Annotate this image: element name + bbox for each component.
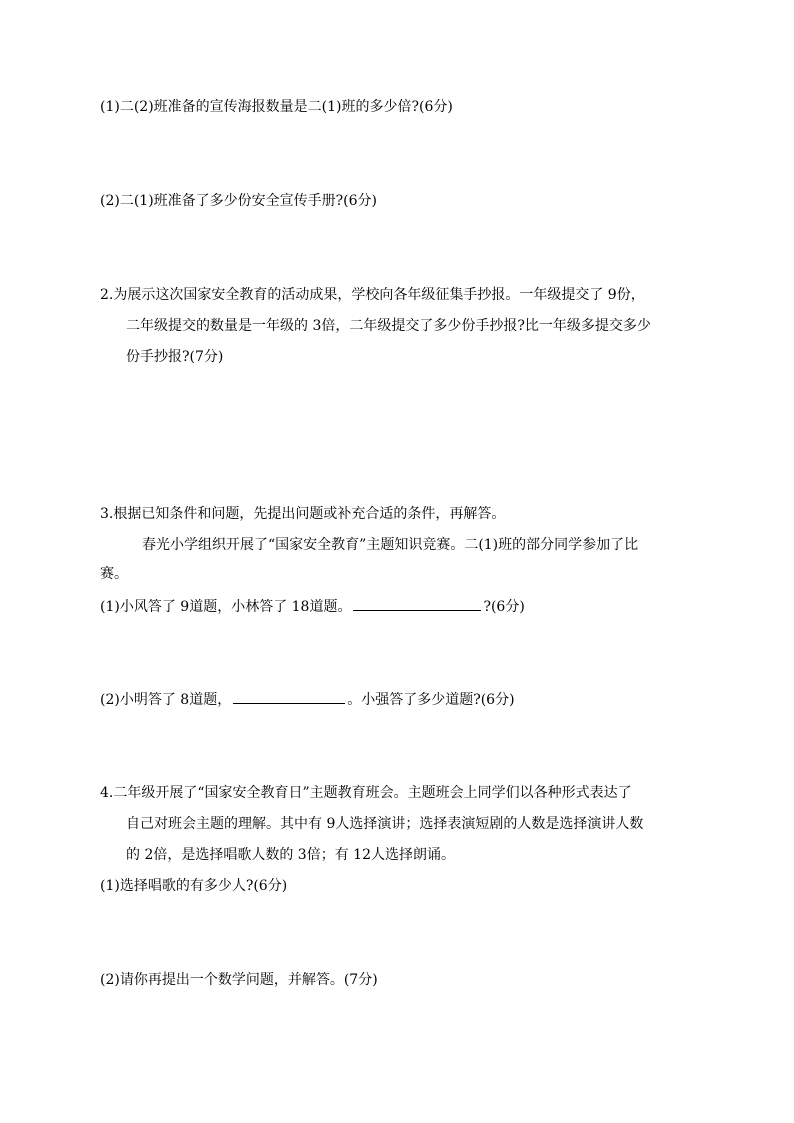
q4-text-line3: 的 2倍，是选择唱歌人数的 3倍；有 12人选择朗诵。 <box>126 847 455 863</box>
q1-sub1-text: (1)二(2)班准备的宣传海报数量是二(1)班的多少倍?(6分) <box>100 99 453 115</box>
q2-text-line2: 二年级提交的数量是一年级的 3倍，二年级提交了多少份手抄报?比一年级多提交多少 <box>126 318 651 334</box>
q3-sub1-answer-blank[interactable] <box>353 596 481 611</box>
q3-sub2-text-before: (2)小明答了 8道题， <box>100 692 232 708</box>
q3-sub2-row <box>100 689 515 709</box>
q3-context-line1: 春光小学组织开展了“国家安全教育”主题知识竞赛。二(1)班的部分同学参加了比 <box>142 537 639 553</box>
q3-sub2-answer-blank[interactable] <box>233 689 345 704</box>
q2-text-line1: 2.为展示这次国家安全教育的活动成果，学校向各年级征集手抄报。一年级提交了 9份， <box>100 287 645 303</box>
q4-sub1-text: (1)选择唱歌的有多少人?(6分) <box>100 878 288 894</box>
q3-context-line2: 赛。 <box>100 566 128 582</box>
q3-sub1-text-after: ?(6分) <box>483 599 525 615</box>
q4-text-line1: 4.二年级开展了“国家安全教育日”主题教育班会。主题班会上同学们以各种形式表达了 <box>100 785 632 801</box>
q4-sub2-text: (2)请你再提出一个数学问题，并解答。(7分) <box>100 972 378 988</box>
q1-sub2-text: (2)二(1)班准备了多少份安全宣传手册?(6分) <box>100 193 377 209</box>
q3-intro-text: 3.根据已知条件和问题，先提出问题或补充合适的条件，再解答。 <box>100 506 506 522</box>
q3-sub1-row <box>100 596 525 616</box>
q3-sub2-text-after: 。小强答了多少道题?(6分) <box>347 692 515 708</box>
q2-text-line3: 份手抄报?(7分) <box>126 349 224 365</box>
q4-text-line2: 自己对班会主题的理解。其中有 9人选择演讲；选择表演短剧的人数是选择演讲人数 <box>126 816 644 832</box>
q3-sub1-text-before: (1)小风答了 9道题，小林答了 18道题。 <box>100 599 352 615</box>
